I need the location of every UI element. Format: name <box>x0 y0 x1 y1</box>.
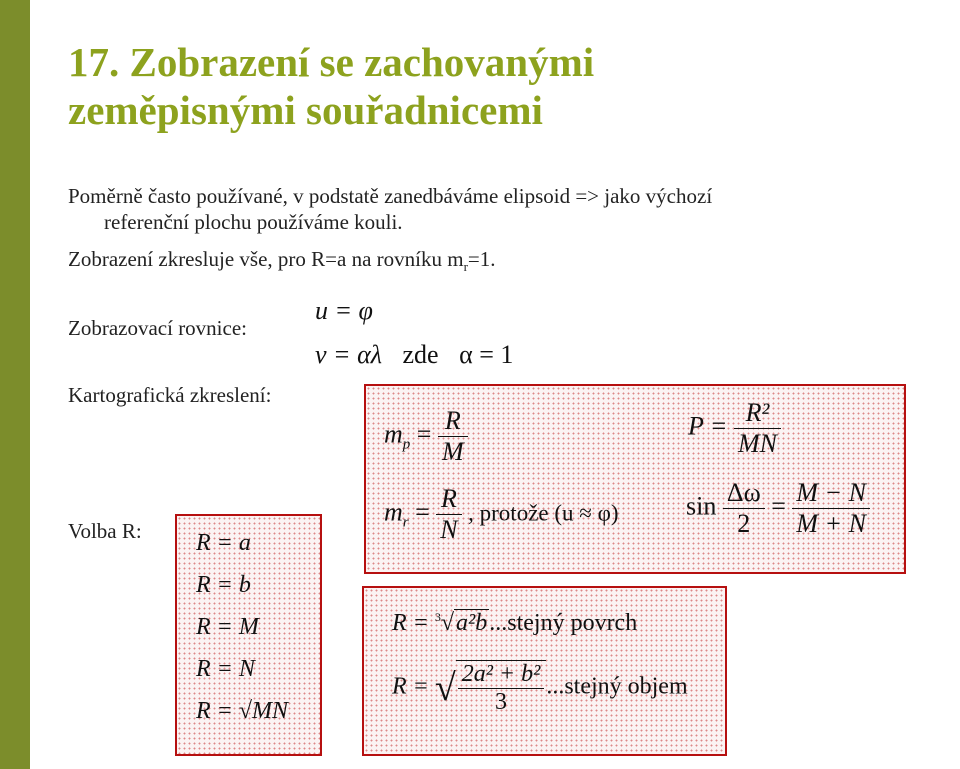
same-area-root-index: 3 <box>434 610 441 624</box>
slide-title <box>68 38 928 134</box>
angle-equals: = <box>771 491 786 521</box>
area-numerator: R² <box>745 398 770 427</box>
angle-fraction <box>723 478 765 539</box>
distortions-label: Kartografická zkreslení: <box>68 383 272 407</box>
area-lhs: P = <box>688 411 728 441</box>
mp-subscript: p <box>402 436 411 453</box>
mr-fraction <box>436 484 461 545</box>
equations-label: Zobrazovací rovnice: <box>68 316 247 340</box>
equation-alpha: α = 1 <box>459 340 514 369</box>
same-volume-note: ...stejný objem <box>546 673 688 700</box>
formula-mr <box>384 484 619 545</box>
choice-a: R = a <box>196 530 251 556</box>
same-area-lhs: R = <box>392 610 429 636</box>
angle-rhs-denominator: M + N <box>792 508 870 539</box>
formula-same-volume <box>392 660 688 716</box>
angle-denominator: 2 <box>723 508 765 539</box>
choice-M: R = M <box>196 614 259 640</box>
choice-N: R = N <box>196 656 255 682</box>
title-line-1: 17. Zobrazení se zachovanými <box>68 39 595 85</box>
title-line-2: zeměpisnými souřadnicemi <box>68 87 543 133</box>
choice-b: R = b <box>196 572 251 598</box>
radius-choices-list <box>196 522 288 732</box>
formula-angle <box>686 478 870 539</box>
same-volume-fraction <box>456 660 547 716</box>
same-area-radicand: a²b <box>456 610 488 636</box>
same-volume-numerator: 2a² + b² <box>461 661 541 687</box>
area-denominator: MN <box>734 428 781 459</box>
formula-same-area <box>392 610 637 637</box>
distortion-note-sub: r <box>463 259 468 274</box>
mr-equals: = <box>415 497 430 527</box>
formula-area <box>688 398 781 459</box>
radical-sign-icon: √ <box>434 667 456 709</box>
same-volume-lhs: R = <box>392 673 429 700</box>
mr-subscript: r <box>402 514 409 531</box>
angle-rhs-numerator: M − N <box>796 478 866 507</box>
angle-numerator: Δω <box>726 478 761 507</box>
distortion-note-text: Zobrazení zkresluje vše, pro R=a na rovníku m <box>68 247 464 271</box>
equation-v <box>315 340 513 370</box>
same-area-note: ...stejný povrch <box>489 610 638 636</box>
mp-symbol: m <box>384 419 403 449</box>
distortion-note-end: =1. <box>467 247 496 271</box>
mr-symbol: m <box>384 497 403 527</box>
choice-MN: R = √MN <box>196 698 289 724</box>
angle-sin: sin <box>686 491 717 521</box>
intro-paragraph <box>68 183 712 235</box>
distortion-note <box>68 246 496 275</box>
mr-denominator: N <box>436 514 461 545</box>
mr-numerator: R <box>441 484 457 513</box>
intro-line-2: referenční plochu používáme kouli. <box>104 210 403 234</box>
choice-label: Volba R: <box>68 519 142 543</box>
equation-zde: zde <box>402 340 439 369</box>
equation-u: u = φ <box>315 296 373 325</box>
mp-fraction <box>438 406 468 467</box>
left-accent-bar <box>0 0 30 769</box>
mr-note: , protože (u ≈ φ) <box>468 500 619 526</box>
angle-rhs-fraction <box>792 478 870 539</box>
mp-equals: = <box>416 419 432 449</box>
mp-denominator: M <box>438 436 468 467</box>
same-volume-denominator: 3 <box>458 688 545 716</box>
mp-numerator: R <box>444 406 461 435</box>
radical-sign-icon: √ <box>440 610 455 636</box>
area-fraction <box>734 398 781 459</box>
formula-mp <box>384 406 468 467</box>
intro-line-1: Poměrně často používané, v podstatě zanedbáváme elipsoid => jako výchozí <box>68 184 713 208</box>
equation-v-expr: v = αλ <box>315 340 382 369</box>
